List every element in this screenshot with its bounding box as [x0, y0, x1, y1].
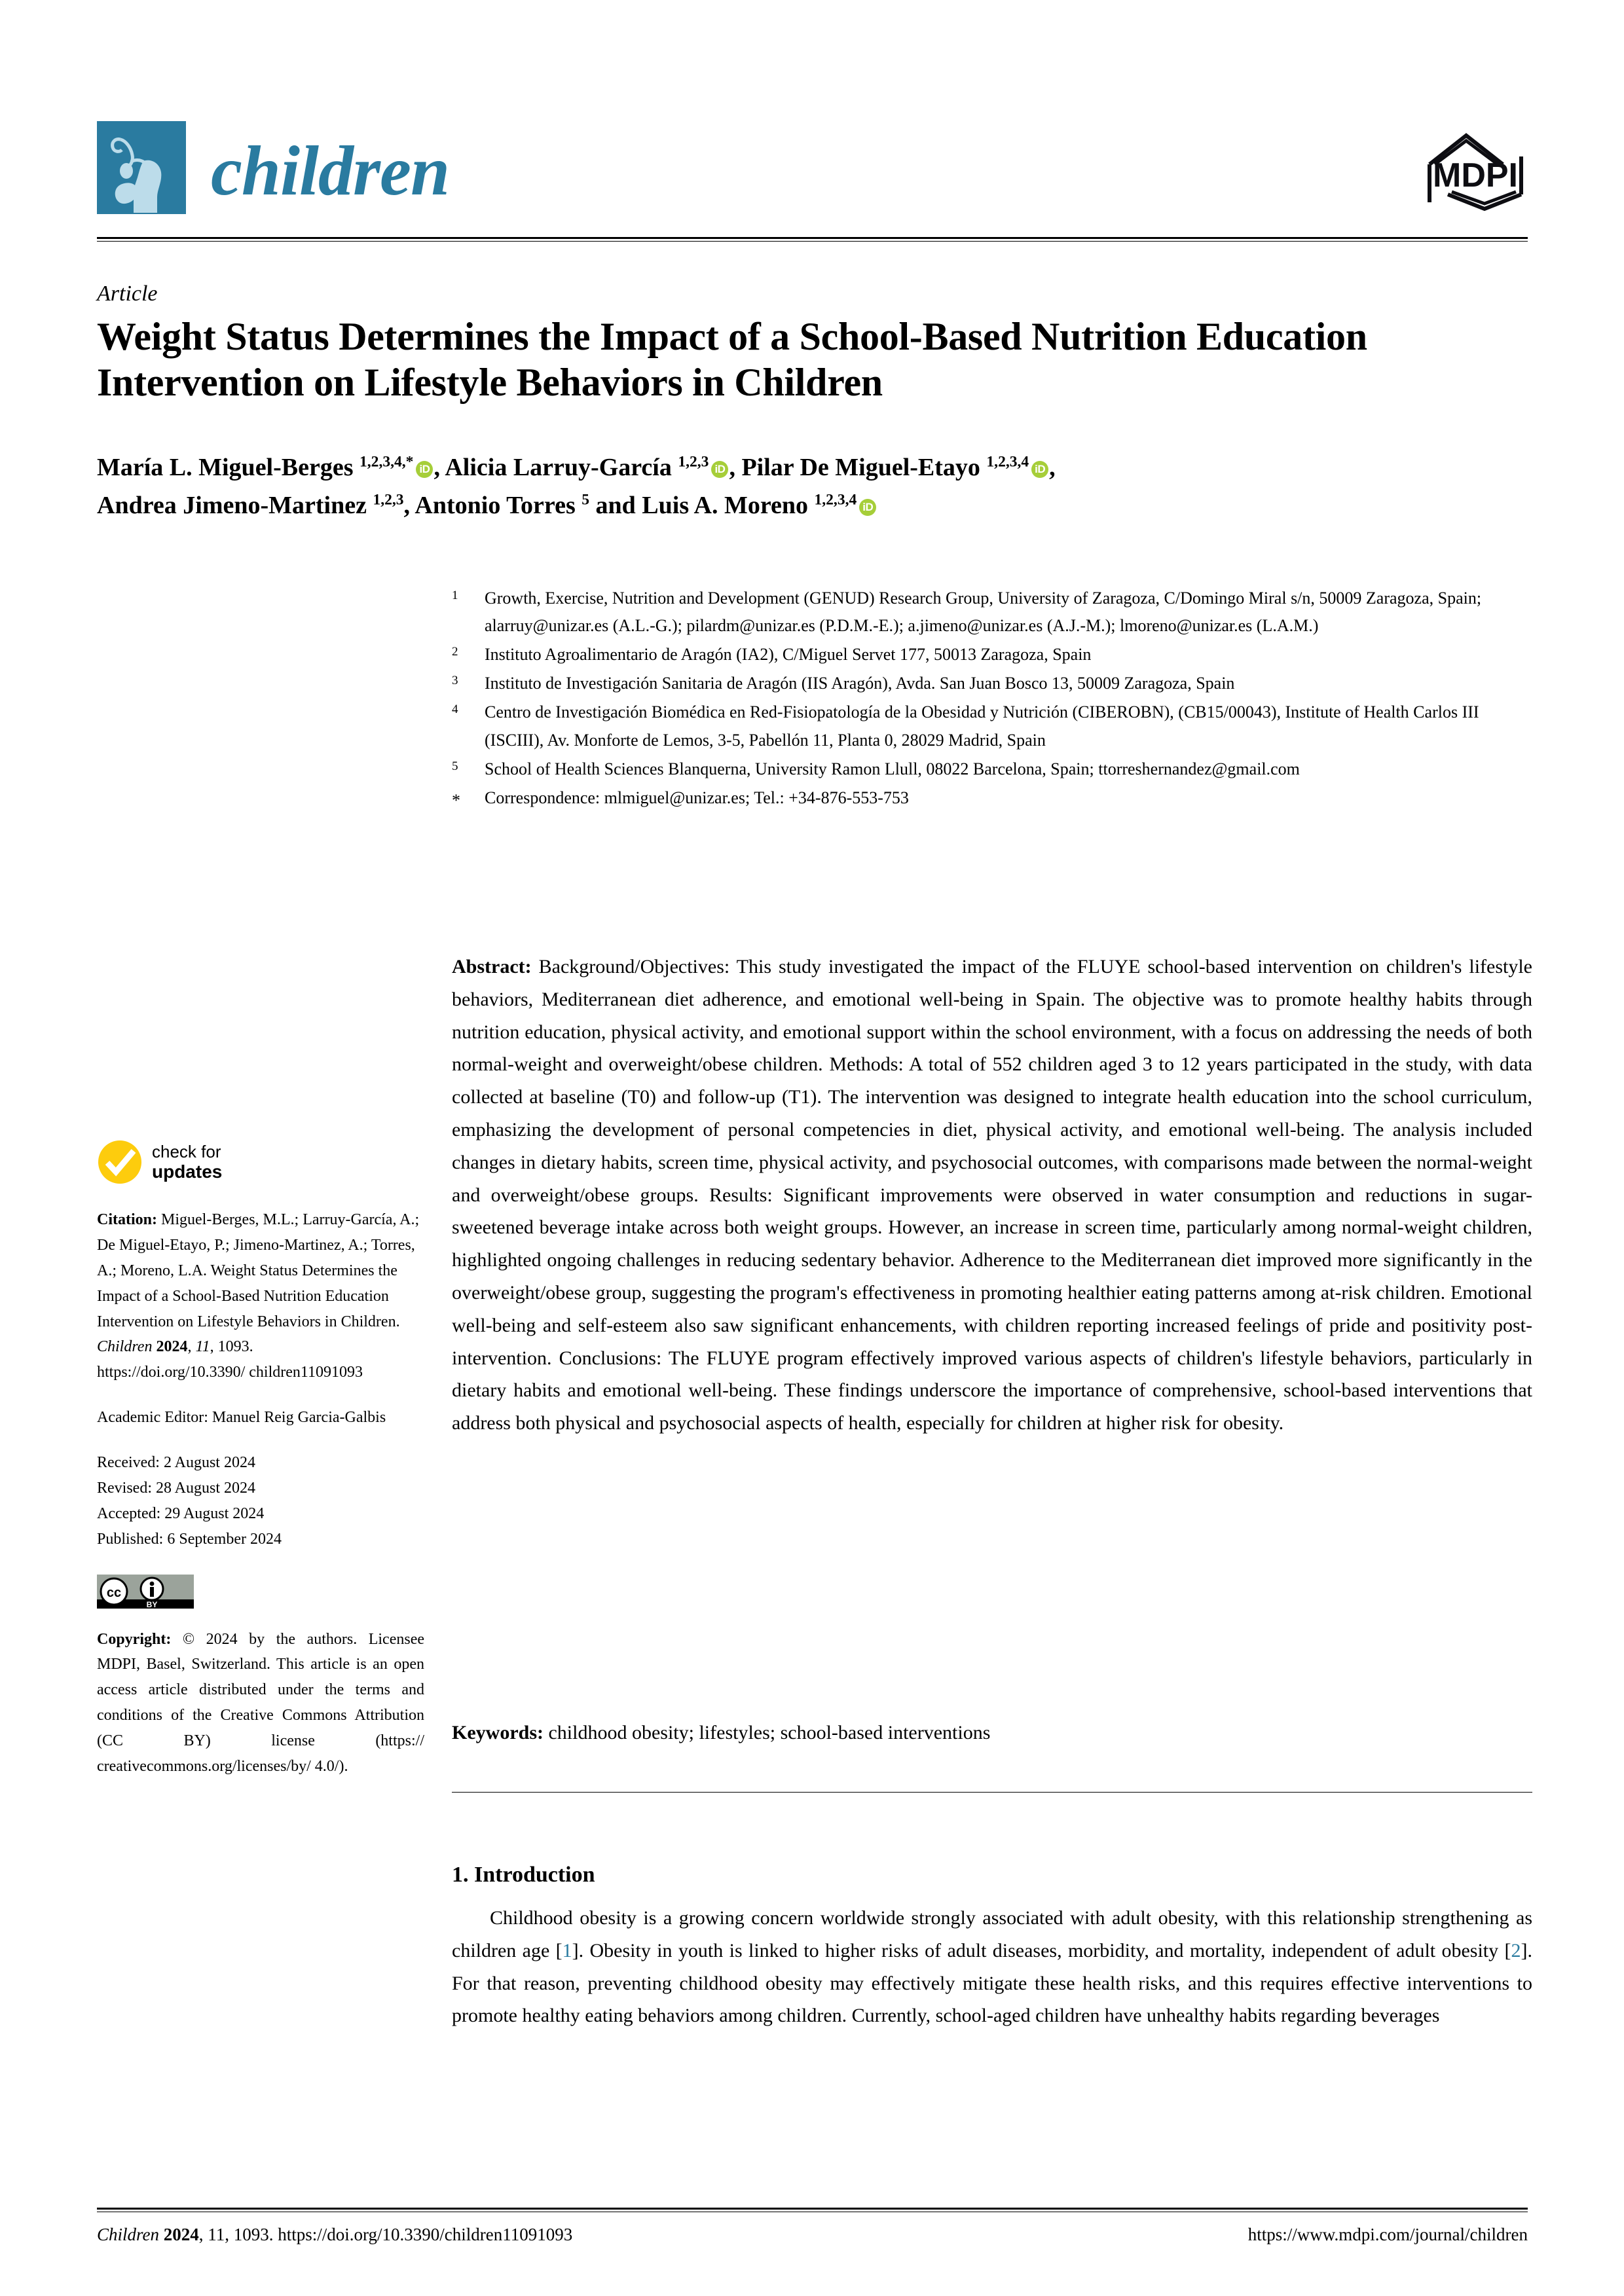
correspondence-text: Correspondence: mlmiguel@unizar.es; Tel.: +34-876-553-753 — [485, 788, 909, 807]
affiliation-text: Instituto de Investigación Sanitaria de Aragón (IIS Aragón), Avda. San Juan Bosco 13, 50009 Zaragoza, Spain — [485, 674, 1235, 693]
citation-label: Citation: — [97, 1211, 157, 1228]
citation-pages: , 1093. — [210, 1338, 253, 1356]
abstract-label: Abstract: — [452, 956, 532, 977]
check-for-updates-text — [152, 1142, 222, 1182]
author-name: Andrea Jimeno-Martinez — [97, 491, 373, 519]
affiliation-marker: 4 — [452, 702, 458, 717]
keywords-text: childhood obesity; lifestyles; school-based interventions — [543, 1722, 991, 1743]
correspondence-item — [452, 784, 1532, 814]
orcid-icon[interactable]: iD — [1031, 461, 1048, 478]
check-for-updates-line2: updates — [152, 1161, 223, 1182]
affiliation-item — [452, 585, 1532, 640]
svg-text:cc: cc — [106, 1585, 122, 1600]
journal-name: children — [211, 132, 450, 210]
affiliation-marker: 1 — [452, 589, 458, 602]
keywords-label: Keywords: — [452, 1722, 544, 1743]
footer-journal: Children — [97, 2225, 160, 2244]
author-affil-marks: 1,2,3,4,* — [360, 453, 414, 471]
check-circle-icon — [97, 1139, 143, 1185]
citation-authors: Miguel-Berges, M.L.; Larruy-García, A.; De Miguel-Etayo, P.; Jimeno-Martinez, A.; Torres, A.; Moreno, L.A. Weight Status Determines the Impact of a School-Based Nutrition Education Intervention on Lifestyle Behaviors in Children. — [97, 1211, 420, 1330]
sidebar — [97, 1139, 424, 1799]
orcid-icon[interactable]: iD — [859, 499, 876, 516]
page-footer — [97, 2225, 1528, 2245]
journal-logo-block[interactable] — [97, 121, 449, 214]
author-separator: , — [1049, 454, 1056, 481]
affiliation-text: School of Health Sciences Blanquerna, University Ramon Llull, 08022 Barcelona, Spain; ttorreshernandez@gmail.com — [485, 759, 1300, 778]
date-published: Published: 6 September 2024 — [97, 1530, 282, 1548]
header-divider — [97, 237, 1528, 242]
author-list — [97, 449, 1472, 525]
check-for-updates-badge[interactable] — [97, 1139, 424, 1185]
author-affil-marks: 1,2,3,4 — [814, 491, 857, 509]
affiliation-marker: 3 — [452, 674, 458, 688]
author-affil-marks: 1,2,3 — [373, 491, 404, 509]
affiliation-text: Centro de Investigación Biomédica en Red-Fisiopatología de la Obesidad y Nutrición (CIBEROBN), (CB15/00043), Institute of Health Carlos III (ISCIII), Av. Monforte de Lemos, 3-5, Pabellón 11, Planta 0, 28029 Madrid, Spain — [485, 702, 1479, 750]
date-revised: Revised: 28 August 2024 — [97, 1479, 256, 1497]
author-affil-marks: 5 — [581, 491, 590, 509]
author-separator: and Luis A. Moreno — [589, 491, 815, 519]
svg-text:BY: BY — [146, 1599, 158, 1609]
keywords-section — [452, 1717, 1532, 1749]
affiliation-item — [452, 699, 1532, 754]
orcid-icon[interactable]: iD — [711, 461, 728, 478]
affiliation-text: Growth, Exercise, Nutrition and Development (GENUD) Research Group, University of Zaragoza, C/Domingo Miral s/n, 50009 Zaragoza, Spain; alarruy@unizar.es (A.L.-G.); pilardm@unizar.es (P.D.M.-E.); a.jimeno@unizar.es (A.J.-M.); lmoreno@unizar.es (L.A.M.) — [485, 589, 1482, 636]
copyright-block — [97, 1627, 424, 1779]
intro-text-a: Childhood obesity is a growing concern worldwide strongly associated with adult obesity, with this relationship strengthening as children age [ — [452, 1907, 1532, 1961]
page-header — [97, 121, 1528, 226]
citation-year: 2024 — [152, 1338, 188, 1356]
page-title: Weight Status Determines the Impact of a School-Based Nutrition Education Intervention on Lifestyle Behaviors in Children — [97, 315, 1367, 404]
citation-doi[interactable]: https://doi.org/10.3390/ children11091093 — [97, 1364, 363, 1381]
date-received: Received: 2 August 2024 — [97, 1454, 255, 1471]
children-journal-logo-icon — [97, 121, 186, 214]
mdpi-logo-icon[interactable] — [1423, 126, 1528, 213]
footer-citation: , 11, 1093. https://doi.org/10.3390/children11091093 — [198, 2225, 573, 2244]
citation-volume: , 11 — [187, 1338, 210, 1356]
affiliation-item — [452, 641, 1532, 668]
affiliation-list — [452, 585, 1532, 816]
footer-right-url[interactable]: https://www.mdpi.com/journal/children — [1247, 2225, 1528, 2244]
section-divider — [452, 1792, 1532, 1793]
abstract-section — [452, 951, 1532, 1440]
affiliation-item — [452, 756, 1532, 783]
author-name: María L. Miguel-Berges — [97, 454, 360, 481]
citation-link-1[interactable]: 1 — [562, 1939, 572, 1961]
author-affil-marks: 1,2,3,4 — [986, 453, 1029, 471]
affiliation-marker: 5 — [452, 759, 458, 773]
citation-block — [97, 1207, 424, 1385]
orcid-icon[interactable]: iD — [416, 461, 433, 478]
publication-dates — [97, 1450, 424, 1552]
introduction-heading: 1. Introduction — [452, 1863, 595, 1887]
check-for-updates-line1: check for — [152, 1141, 221, 1161]
footer-year: 2024 — [159, 2225, 199, 2244]
intro-text-c: ]. For that reason, preventing childhood obesity may effectively mitigate these health risks, and this requires effective interventions to promote healthy eating behaviors among children. Currently, school-aged children have unhealthy habits regarding beverages — [452, 1939, 1532, 2027]
copyright-text: © 2024 by the authors. Licensee MDPI, Basel, Switzerland. This article is an open access article distributed under the terms and conditions of the Creative Commons Attribution (CC BY) license (https:// creativecommons.org/licenses/by/ 4.0/). — [97, 1630, 424, 1775]
affiliation-marker: 2 — [452, 645, 458, 659]
svg-text:MDPI: MDPI — [1433, 156, 1518, 194]
footer-left — [97, 2225, 572, 2245]
author-separator: , Antonio Torres — [403, 491, 582, 519]
citation-link-2[interactable]: 2 — [1511, 1939, 1521, 1961]
author-affil-marks: 1,2,3 — [678, 453, 709, 471]
date-accepted: Accepted: 29 August 2024 — [97, 1504, 265, 1522]
affiliation-item — [452, 670, 1532, 697]
intro-text-b: ]. Obesity in youth is linked to higher risks of adult diseases, morbidity, and mortality, independent of adult obesity [ — [572, 1939, 1511, 1961]
copyright-label: Copyright: — [97, 1630, 172, 1648]
affiliation-text: Instituto Agroalimentario de Aragón (IA2), C/Miguel Servet 177, 50013 Zaragoza, Spain — [485, 645, 1092, 665]
cc-by-license-icon[interactable] — [97, 1575, 194, 1609]
author-separator: , Pilar De Miguel-Etayo — [729, 454, 987, 481]
article-type-label: Article — [97, 282, 158, 306]
abstract-text: Background/Objectives: This study investigated the impact of the FLUYE school-based intervention on children's lifestyle behaviors, Mediterranean diet adherence, and emotional well-being in Spain. The objective was to promote healthy habits through nutrition education, physical activity, and emotional support within the school environment, with a focus on addressing the needs of both normal-weight and overweight/obese children. Methods: A total of 552 children aged 3 to 12 years participated in the study, with data collected at baseline (T0) and follow-up (T1). The intervention was designed to integrate health education into the school curriculum, emphasizing the development of personal competencies in diet, physical activity, and emotional well-being. The analysis included changes in dietary habits, screen time, physical activity, and psychosocial outcomes, with comparisons made between the normal-weight and overweight/obese groups. Results: Significant improvements were observed in water consumption and reductions in sugar-sweetened beverage intake across both weight groups. However, an increase in screen time, particularly among normal-weight children, highlighted ongoing challenges in reducing sedentary behavior. Adherence to the Mediterranean diet improved more significantly in the overweight/obese group, suggesting the program's effectiveness in promoting healthier eating patterns among at-risk children. Emotional well-being and self-esteem also saw significant enhancements, with children reporting increased feelings of pride and positivity post-intervention. Conclusions: The FLUYE program effectively improved various aspects of children's lifestyle behaviors, particularly in dietary habits and emotional well-being. These findings underscore the importance of comprehensive, school-based interventions that address both physical and psychosocial aspects of health, especially for children at higher risk for obesity. — [452, 956, 1532, 1434]
introduction-paragraph — [452, 1902, 1532, 2032]
academic-editor: Academic Editor: Manuel Reig Garcia-Galbis — [97, 1409, 386, 1427]
author-separator: , Alicia Larruy-García — [434, 454, 678, 481]
footer-divider — [97, 2208, 1528, 2212]
citation-journal: Children — [97, 1338, 153, 1356]
correspondence-marker: * — [452, 790, 460, 810]
